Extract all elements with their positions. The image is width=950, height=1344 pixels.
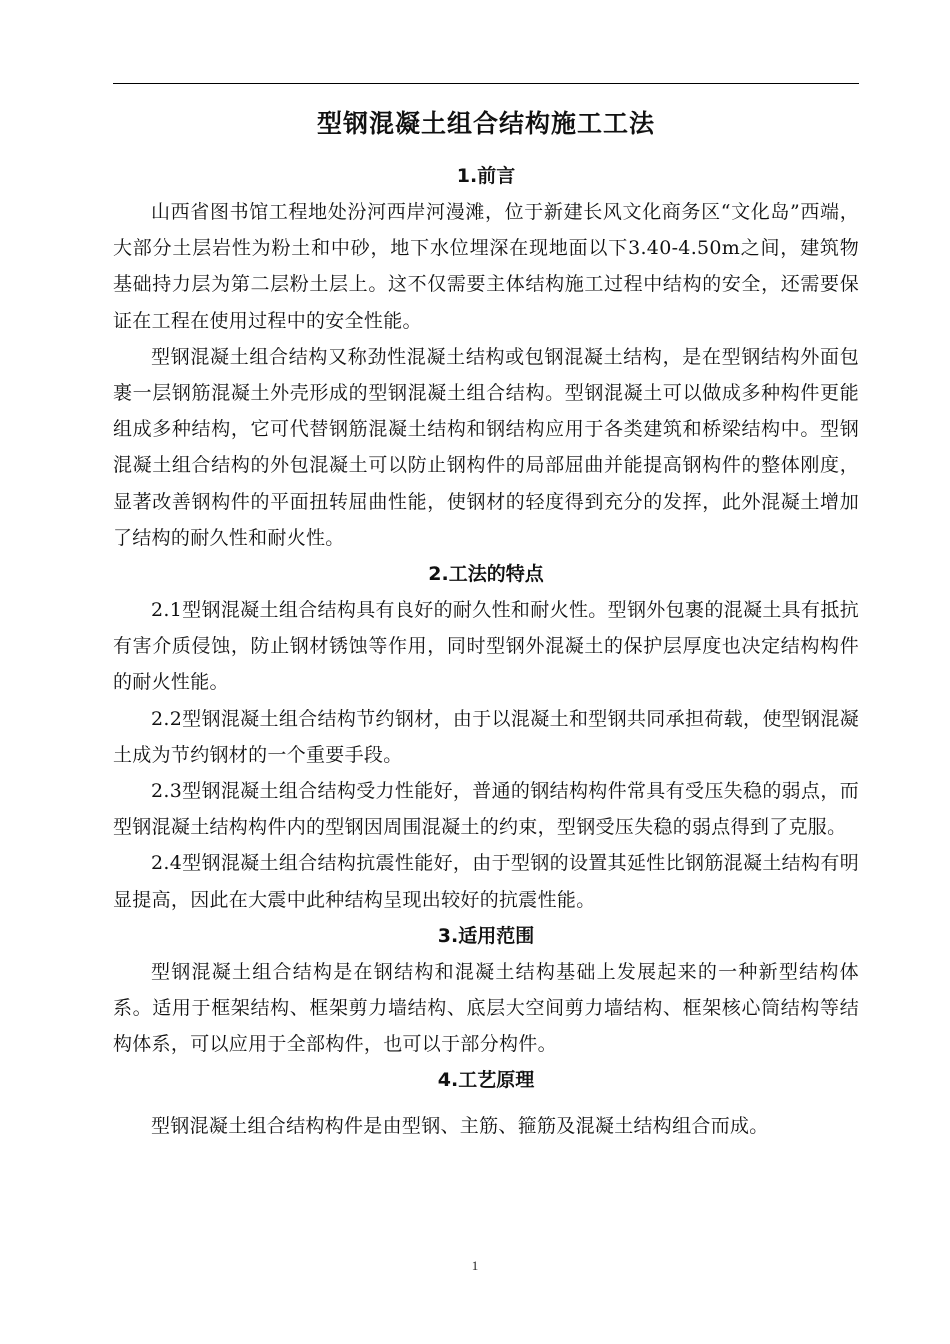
section-heading: 3.适用范围 (437, 924, 535, 947)
paragraph: 型钢混凝土组合结构构件是由型钢、主筋、箍筋及混凝土结构组合而成。 (151, 1115, 769, 1138)
section-scope (113, 918, 859, 1063)
page-number: 1 (471, 1258, 479, 1273)
paragraph: 2.2型钢混凝土组合结构节约钢材，由于以混凝土和型钢共同承担荷载，使型钢混凝土成为节约钢材的一个重要手段。 (113, 707, 859, 766)
paragraph: 型钢混凝土组合结构是在钢结构和混凝土结构基础上发展起来的一种新型结构体系。适用于框架结构、框架剪力墙结构、底层大空间剪力墙结构、框架核心筒结构等结构体系，可以应用于全部构件，也可以于部分构件。 (113, 960, 859, 1056)
paragraph: 型钢混凝土组合结构又称劲性混凝土结构或包钢混凝土结构，是在型钢结构外面包裹一层钢筋混凝土外壳形成的型钢混凝土组合结构。型钢混凝土可以做成多种构件更能组成多种结构，它可代替钢筋混凝土结构和钢结构应用于各类建筑和桥梁结构中。型钢混凝土组合结构的外包混凝土可以防止钢构件的局部屈曲并能提高钢构件的整体刚度，显著改善钢构件的平面扭转屈曲性能，使钢材的轻度得到充分的发挥，此外混凝土增加了结构的耐久性和耐火性。 (113, 345, 859, 549)
section-preface (113, 158, 859, 556)
section-principle (113, 1062, 859, 1144)
section-features (113, 556, 859, 918)
paragraph: 山西省图书馆工程地处汾河西岸河漫滩，位于新建长风文化商务区“文化岛”西端，大部分土层岩性为粉土和中砂，地下水位埋深在现地面以下3.40-4.50m之间，建筑物基础持力层为第二层粉土层上。这不仅需要主体结构施工过程中结构的安全，还需要保证在工程在使用过程中的安全性能。 (113, 201, 859, 332)
paragraph: 2.1型钢混凝土组合结构具有良好的耐久性和耐火性。型钢外包裹的混凝土具有抵抗有害介质侵蚀，防止钢材锈蚀等作用，同时型钢外混凝土的保护层厚度也决定结构构件的耐火性能。 (113, 599, 859, 694)
header-rule (113, 83, 859, 84)
section-heading: 2.工法的特点 (428, 563, 544, 586)
document-body (113, 104, 859, 1145)
paragraph: 2.3型钢混凝土组合结构受力性能好，普通的钢结构构件常具有受压失稳的弱点，而型钢混凝土结构构件内的型钢因周围混凝土的约束，型钢受压失稳的弱点得到了克服。 (113, 780, 859, 839)
document-title: 型钢混凝土组合结构施工工法 (316, 109, 655, 138)
paragraph: 2.4型钢混凝土组合结构抗震性能好，由于型钢的设置其延性比钢筋混凝土结构有明显提高，因此在大震中此种结构呈现出较好的抗震性能。 (113, 852, 859, 911)
section-heading: 1.前言 (456, 165, 516, 187)
section-heading: 4.工艺原理 (437, 1069, 535, 1092)
